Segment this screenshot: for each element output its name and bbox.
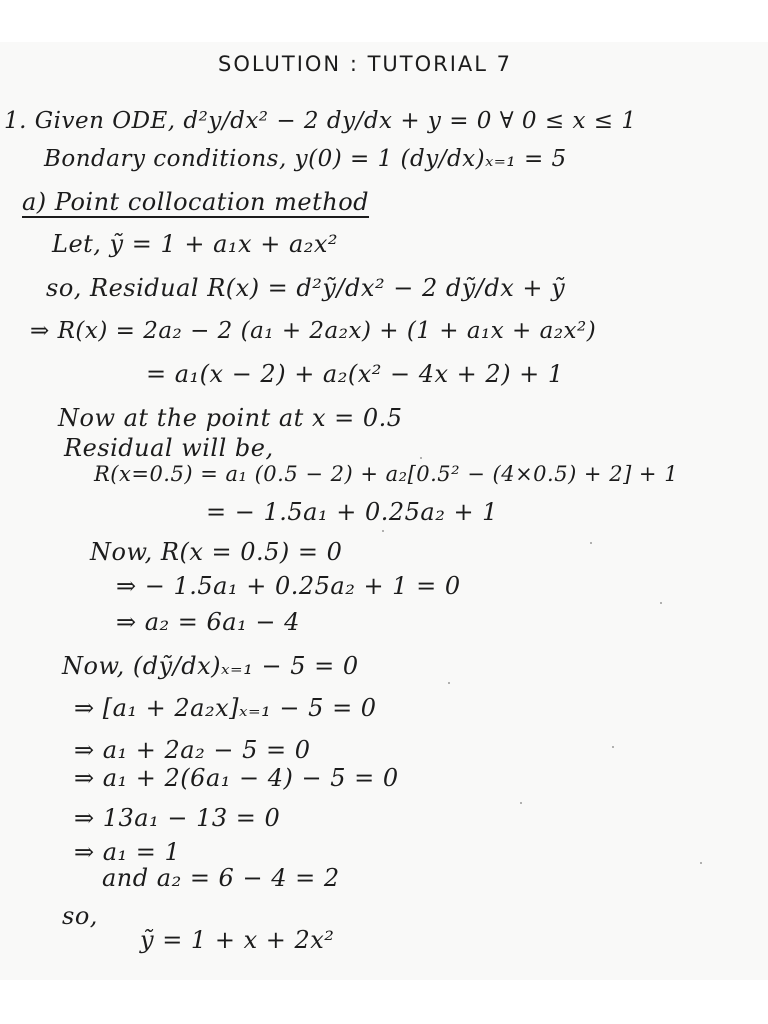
paper-speck xyxy=(590,542,592,544)
equation-two-line: ⇒ a₁ + 2a₂ − 5 = 0 xyxy=(74,736,311,764)
method-heading: a) Point collocation method xyxy=(22,188,370,216)
page-title: SOLUTION : TUTORIAL 7 xyxy=(218,52,513,76)
given-ode-line: 1. Given ODE, d²y/dx² − 2 dy/dx + y = 0 ∀ 0 ≤ x ≤ 1 xyxy=(4,108,637,134)
solve-a1-line: ⇒ 13a₁ − 13 = 0 xyxy=(74,804,281,832)
collocation-point-line: Now at the point at x = 0.5 xyxy=(58,404,403,432)
paper-speck xyxy=(382,530,384,532)
trial-function-line: Let, ỹ = 1 + a₁x + a₂x² xyxy=(52,230,339,258)
so-label: so, xyxy=(62,902,98,930)
residual-expansion-line: ⇒ R(x) = 2a₂ − 2 (a₁ + 2a₂x) + (1 + a₁x + a₂x²) xyxy=(30,318,597,344)
paper-speck xyxy=(420,457,422,459)
residual-simplified-line: = a₁(x − 2) + a₂(x² − 4x + 2) + 1 xyxy=(146,360,564,388)
residual-at-point-line: R(x=0.5) = a₁ (0.5 − 2) + a₂[0.5² − (4×0.5) + 2] + 1 xyxy=(94,462,679,486)
a1-result-line: ⇒ a₁ = 1 xyxy=(74,838,181,866)
substitution-line: ⇒ a₁ + 2(6a₁ − 4) − 5 = 0 xyxy=(74,764,399,792)
residual-value-line: = − 1.5a₁ + 0.25a₂ + 1 xyxy=(206,498,498,526)
residual-will-be-line: Residual will be, xyxy=(64,434,274,462)
derivative-substitution-line: ⇒ [a₁ + 2a₂x]ₓ₌₁ − 5 = 0 xyxy=(74,694,377,722)
residual-zero-line: Now, R(x = 0.5) = 0 xyxy=(90,538,343,566)
paper-speck xyxy=(660,602,662,604)
paper-speck xyxy=(612,746,614,748)
final-solution-line: ỹ = 1 + x + 2x² xyxy=(140,926,335,954)
paper-speck xyxy=(520,802,522,804)
a2-expression-line: ⇒ a₂ = 6a₁ − 4 xyxy=(116,608,300,636)
equation-one-line: ⇒ − 1.5a₁ + 0.25a₂ + 1 = 0 xyxy=(116,572,461,600)
boundary-conditions-line: Bondary conditions, y(0) = 1 (dy/dx)ₓ₌₁ = 5 xyxy=(44,146,567,172)
paper-speck xyxy=(700,862,702,864)
boundary-condition-line: Now, (dỹ/dx)ₓ₌₁ − 5 = 0 xyxy=(62,652,359,680)
a2-result-line: and a₂ = 6 − 4 = 2 xyxy=(102,864,340,892)
residual-definition-line: so, Residual R(x) = d²ỹ/dx² − 2 dỹ/dx + ỹ xyxy=(46,274,566,302)
paper-speck xyxy=(448,682,450,684)
handwritten-page xyxy=(0,42,768,980)
